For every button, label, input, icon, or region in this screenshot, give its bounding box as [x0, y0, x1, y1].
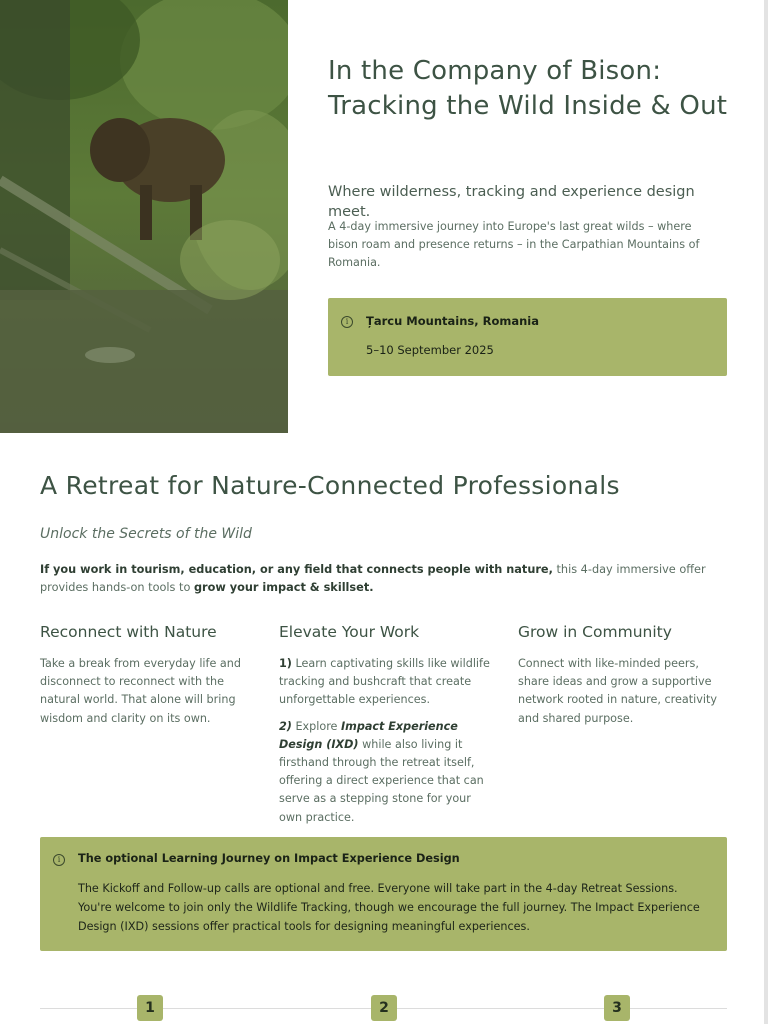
feature-text-2	[279, 718, 491, 827]
feature-num-2: 2)	[279, 719, 292, 733]
feature-title: Reconnect with Nature	[40, 623, 217, 641]
intro-bold-1: If you work in tourism, education, or any field that connects people with nature,	[40, 563, 553, 576]
intro-bold-2: grow your impact & skillset.	[193, 581, 374, 594]
hero-photo	[0, 0, 288, 433]
hero-description: A 4-day immersive journey into Europe's last great wilds – where bison roam and presence returns – in the Carpathian Mountains of Romania.	[328, 220, 700, 269]
hero-title: In the Company of Bison: Tracking the Wild Inside & Out	[328, 56, 728, 121]
info-icon: i	[341, 316, 353, 328]
event-info-box	[328, 298, 727, 376]
journey-text: The Kickoff and Follow-up calls are optional and free. Everyone will take part in the 4-day Retreat Sessions. You're welcome to join only the Wildlife Tracking, though we encourage the full journey. The Impact Experience Design (IXD) sessions offer practical tools for designing meaningful experiences.	[78, 882, 700, 933]
feature-column-elevate	[279, 622, 491, 835]
scrollbar[interactable]	[764, 0, 768, 1024]
feature-text-2-em: Impact Experience Design (IXD)	[279, 719, 458, 751]
section-tagline: Unlock the Secrets of the Wild	[40, 526, 252, 542]
event-location: Țarcu Mountains, Romania	[366, 314, 539, 328]
intro-text-1: this 4-day immersive offer provides hands-on tools to	[40, 563, 706, 594]
step-badge-2: 2	[371, 995, 397, 1021]
feature-text-1-body: Learn captivating skills like wildlife tracking and bushcraft that create unforgettable experiences.	[279, 657, 490, 707]
feature-text-2-pre: Explore	[291, 719, 341, 733]
step-badge-1: 1	[137, 995, 163, 1021]
feature-text: Connect with like-minded peers, share ideas and grow a supportive network rooted in nature, creativity and shared purpose.	[518, 657, 717, 725]
feature-column-community	[518, 622, 730, 736]
feature-title: Elevate Your Work	[279, 623, 420, 641]
feature-text: Take a break from everyday life and disconnect to reconnect with the natural world. That alone will bring wisdom and clarity on its own.	[40, 657, 241, 725]
section-intro	[40, 561, 730, 597]
section-title: A Retreat for Nature-Connected Professionals	[40, 471, 620, 500]
feature-text-1	[279, 655, 491, 710]
journey-title: The optional Learning Journey on Impact Experience Design	[78, 852, 460, 865]
feature-title: Grow in Community	[518, 623, 672, 641]
feature-num-1: 1)	[279, 657, 292, 670]
event-dates: 5–10 September 2025	[366, 343, 494, 357]
feature-column-reconnect	[40, 622, 252, 736]
learning-journey-box	[40, 837, 727, 951]
step-badge-3: 3	[604, 995, 630, 1021]
hero-subtitle: Where wilderness, tracking and experience design meet.	[328, 184, 695, 220]
feature-text-2-body: while also living it firsthand through the retreat itself, offering a direct experience that can serve as a stepping stone for your own practice.	[279, 737, 484, 824]
info-icon: i	[53, 854, 65, 866]
